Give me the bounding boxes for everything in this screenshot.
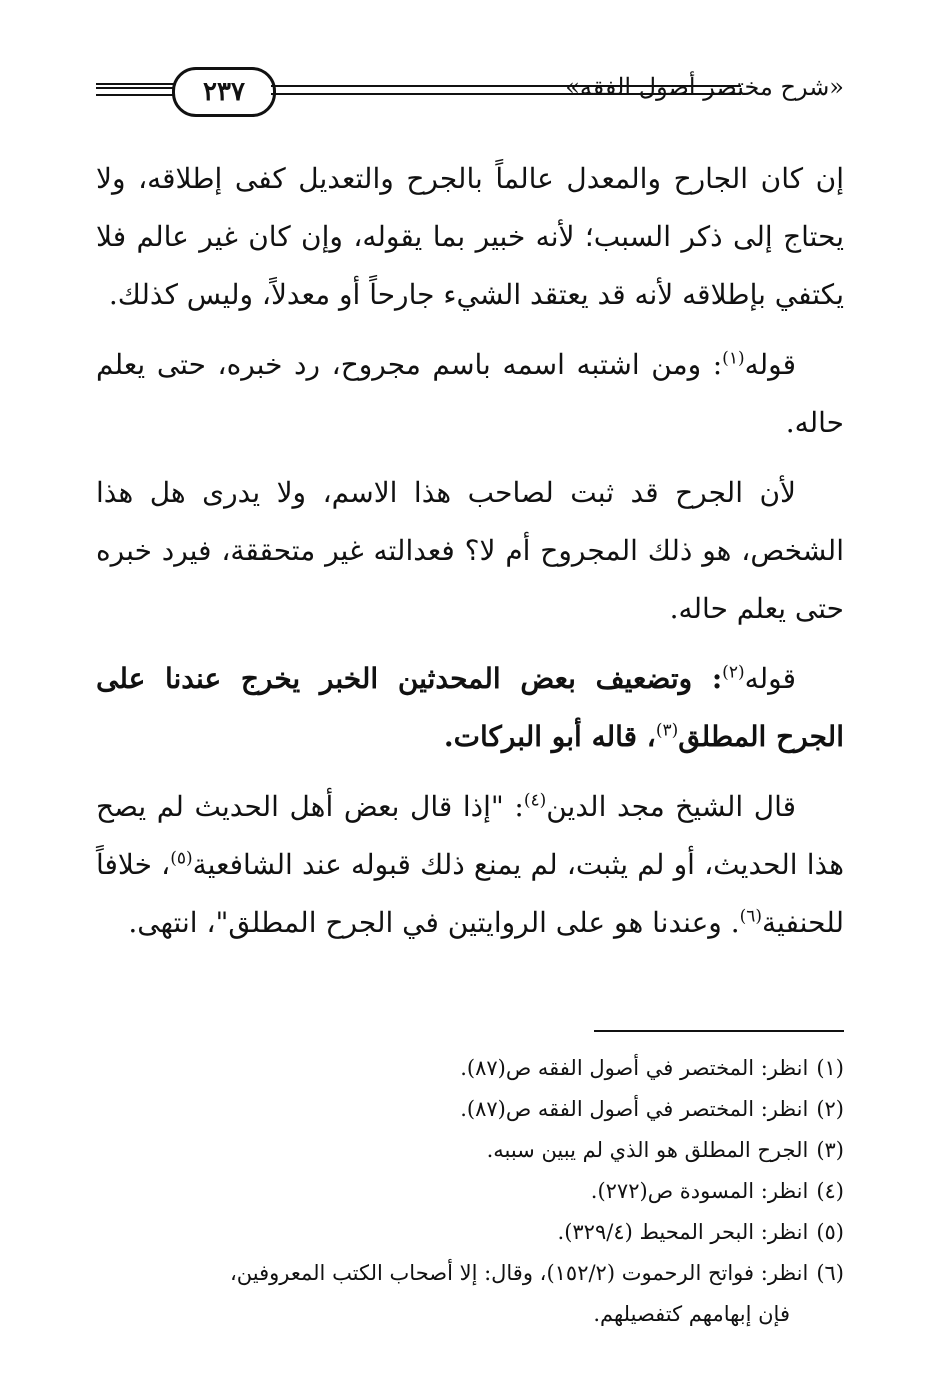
paragraph-5-text-d: . وعندنا هو على الروايتين في الجرح المطلق"، انتهى. [128,906,740,939]
paragraph-2 [96,336,844,452]
paragraph-5-text-b: : "إذا قال بعض أهل الحديث لم يصح هذا الحديث، أو لم يثبت، لم يمنع ذلك قبوله عند الشافعية [96,790,844,881]
footnote-ref-2[interactable]: (٢) [722,662,745,683]
running-title: «شرح مختصر أصول الفقه» [565,73,844,101]
paragraph-2-text: : ومن اشتبه اسمه باسم مجروح، رد خبره، حتى يعلم حاله. [96,348,844,439]
page-number: ٢٣٧ [172,67,276,117]
footnote-number: (٣) [816,1138,844,1162]
quote-label: قوله [744,348,796,381]
footnote-ref-6[interactable]: (٦) [739,906,763,927]
quote-label: قوله [744,662,796,695]
footnote-3 [96,1130,844,1171]
footnote-1 [96,1048,844,1089]
page-header [96,55,844,135]
paragraph-1: إن كان الجارح والمعدل عالماً بالجرح والتعديل كفى إطلاقه، ولا يحتاج إلى ذكر السبب؛ لأنه خبير بما يقوله، وإن كان غير عالم فلا يكتفي بإطلاقه لأنه قد يعتقد الشيء جارحاً أو معدلاً، وليس كذلك. [96,162,844,311]
footnote-ref-5[interactable]: (٥) [170,848,193,869]
footnote-number: (٦) [816,1261,844,1285]
footnote-2 [96,1089,844,1130]
footnote-5 [96,1212,844,1253]
paragraph-4 [96,650,844,766]
header-rule-left [96,83,174,96]
footnote-number: (٥) [816,1220,844,1244]
paragraph-5 [96,778,844,952]
footnotes [96,1048,844,1335]
footnote-text: انظر: فواتح الرحموت (١٥٢/٢)، وقال: إلا أصحاب الكتب المعروفين، [230,1261,809,1285]
footnote-4 [96,1171,844,1212]
footnote-ref-3[interactable]: (٣) [655,720,679,741]
footnote-6 [96,1253,844,1294]
footnote-number: (١) [816,1056,844,1080]
paragraph-5-text-c: ، خلافاً للحنفية [96,848,844,939]
main-text [96,150,844,964]
footnote-divider [594,1030,844,1032]
footnote-text: الجرح المطلق هو الذي لم يبين سببه. [486,1138,809,1162]
footnote-ref-1[interactable]: (١) [722,348,745,369]
footnote-number: (٢) [816,1097,844,1121]
footnote-text: انظر: البحر المحيط (٣٢٩/٤). [557,1220,809,1244]
footnote-number: (٤) [816,1179,844,1203]
footnote-text: انظر: المسودة ص(٢٧٢). [590,1179,809,1203]
footnote-text: انظر: المختصر في أصول الفقه ص(٨٧). [460,1097,809,1121]
paragraph-4-tail: ، قاله أبو البركات. [443,720,656,753]
footnote-text: انظر: المختصر في أصول الفقه ص(٨٧). [460,1056,809,1080]
paragraph-5-text-a: قال الشيخ مجد الدين [546,790,796,823]
footnote-ref-4[interactable]: (٤) [523,790,547,811]
footnote-6-continuation: فإن إبهامهم كتفصيلهم. [593,1302,790,1326]
paragraph-3: لأن الجرح قد ثبت لصاحب هذا الاسم، ولا يدرى هل هذا الشخص، هو ذلك المجروح أم لا؟ فعدالته غير متحققة، فيرد خبره حتى يعلم حاله. [96,476,844,625]
paragraph-4-text: : وتضعيف بعض المحدثين الخبر يخرج عندنا على الجرح المطلق [96,662,844,753]
